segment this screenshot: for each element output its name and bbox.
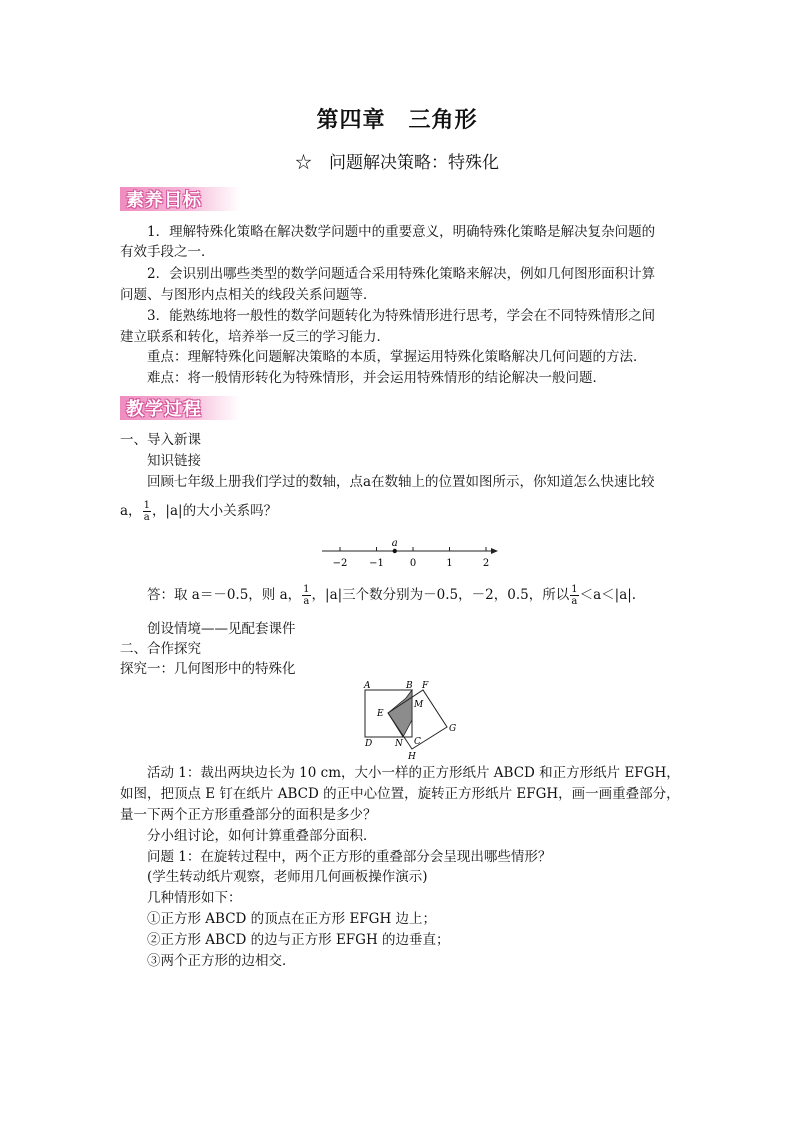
label-n: N <box>395 739 403 749</box>
question-1: 问题 1：在旋转过程中，两个正方形的重叠部分会呈现出哪些情形？ <box>147 849 552 865</box>
label-m: M <box>414 700 424 710</box>
number-line-tick-label: −1 <box>369 558 384 569</box>
answer-fraction-2: $\frac{1}{a}$ <box>571 584 578 607</box>
label-f: F <box>422 681 429 691</box>
question-text-b: ，|a|的大小关系吗？ <box>151 503 278 519</box>
label-g: G <box>449 724 457 734</box>
number-line-tick-label: −2 <box>332 558 348 569</box>
case-1: ①正方形 ABCD 的顶点在正方形 EFGH 边上； <box>147 911 437 927</box>
label-e: E <box>377 709 384 719</box>
answer-text-a: 答：取 a＝－0.5，则 a， <box>147 587 302 603</box>
number-line-arrow <box>491 548 498 554</box>
goal-1-line-2: 有效手段之一． <box>120 244 215 260</box>
process-banner <box>120 396 240 420</box>
case-3: ③两个正方形的边相交． <box>147 953 296 969</box>
answer-line <box>147 584 636 607</box>
goal-3-line-2: 建立联系和转化，培养举一反三的学习能力． <box>120 329 390 345</box>
squares-figure <box>355 676 465 762</box>
label-h: H <box>408 752 416 762</box>
intro-heading: 一、导入新课 <box>120 432 201 448</box>
activity-line-2: 如图，把顶点 E 钉在纸片 ABCD 的正中心位置，旋转正方形纸片 EFGH，画一画重叠部分， <box>120 786 680 802</box>
answer-text-c: ＜a＜|a|. <box>579 587 637 603</box>
label-a: A <box>364 681 371 691</box>
goal-3-line-1: 3．能熟练地将一般性的数学问题转化为特殊情形进行思考，学会在不同特殊情形之间 <box>147 308 656 324</box>
point-a-label: a <box>391 538 398 549</box>
situation-line: 创设情境——见配套课件 <box>147 621 296 637</box>
process-banner-label: 教学过程 <box>126 399 202 420</box>
activity-line-1: 活动 1：裁出两块边长为 10 cm，大小一样的正方形纸片 ABCD 和正方形纸片 EFGH， <box>147 765 680 781</box>
goal-2-line-1: 2．会识别出哪些类型的数学问题适合采用特殊化策略来解决，例如几何图形面积计算 <box>147 266 656 282</box>
number-line <box>318 537 502 571</box>
goals-banner <box>120 187 240 211</box>
number-line-tick-label: 2 <box>482 558 490 569</box>
discussion-line: 分小组讨论，如何计算重叠部分面积． <box>147 828 377 844</box>
goal-1-line-1: 1．理解特殊化策略在解决数学问题中的重要意义，明确特殊化策略是解决复杂问题的 <box>147 224 656 240</box>
overlap-region <box>388 690 412 737</box>
fraction-one-over-a: $\frac{1}{a}$ <box>143 500 150 523</box>
point-a-dot <box>393 549 397 553</box>
answer-text-b: ，|a|三个数分别为－0.5，－2，0.5，所以 <box>311 587 570 603</box>
difficult-point: 难点：将一般情形转化为特殊情形，并会运用特殊情形的结论解决一般问题． <box>147 370 606 386</box>
knowledge-link: 知识链接 <box>147 453 201 469</box>
page-subtitle: ☆ 问题解决策略：特殊化 <box>295 153 499 173</box>
activity-line-3: 量一下两个正方形重叠部分的面积是多少？ <box>120 807 377 823</box>
answer-fraction-1: $\frac{1}{a}$ <box>303 584 310 607</box>
question-line-2 <box>120 500 277 523</box>
label-b: B <box>406 681 413 691</box>
key-point: 重点：理解特殊化问题解决策略的本质，掌握运用特殊化策略解决几何问题的方法． <box>147 349 647 365</box>
label-c: C <box>414 737 421 747</box>
page-title: 第四章 三角形 <box>316 107 478 133</box>
label-d: D <box>365 739 373 749</box>
explore-subheading: 探究一：几何图形中的特殊化 <box>120 661 296 677</box>
goals-banner-label: 素养目标 <box>126 190 202 211</box>
goal-2-line-2: 问题、与图形内点相关的线段关系问题等． <box>120 287 377 303</box>
explore-heading: 二、合作探究 <box>120 641 201 657</box>
case-2: ②正方形 ABCD 的边与正方形 EFGH 的边垂直； <box>147 932 450 948</box>
question-line-1: 回顾七年级上册我们学过的数轴，点a在数轴上的位置如图所示，你知道怎么快速比较 <box>147 474 655 490</box>
cases-intro: 几种情形如下： <box>147 890 242 906</box>
question-1-note: (学生转动纸片观察，老师用几何画板操作演示) <box>147 869 428 885</box>
question-text-a: a， <box>120 503 142 519</box>
number-line-tick-label: 1 <box>446 558 453 569</box>
number-line-tick-label: 0 <box>409 558 417 569</box>
